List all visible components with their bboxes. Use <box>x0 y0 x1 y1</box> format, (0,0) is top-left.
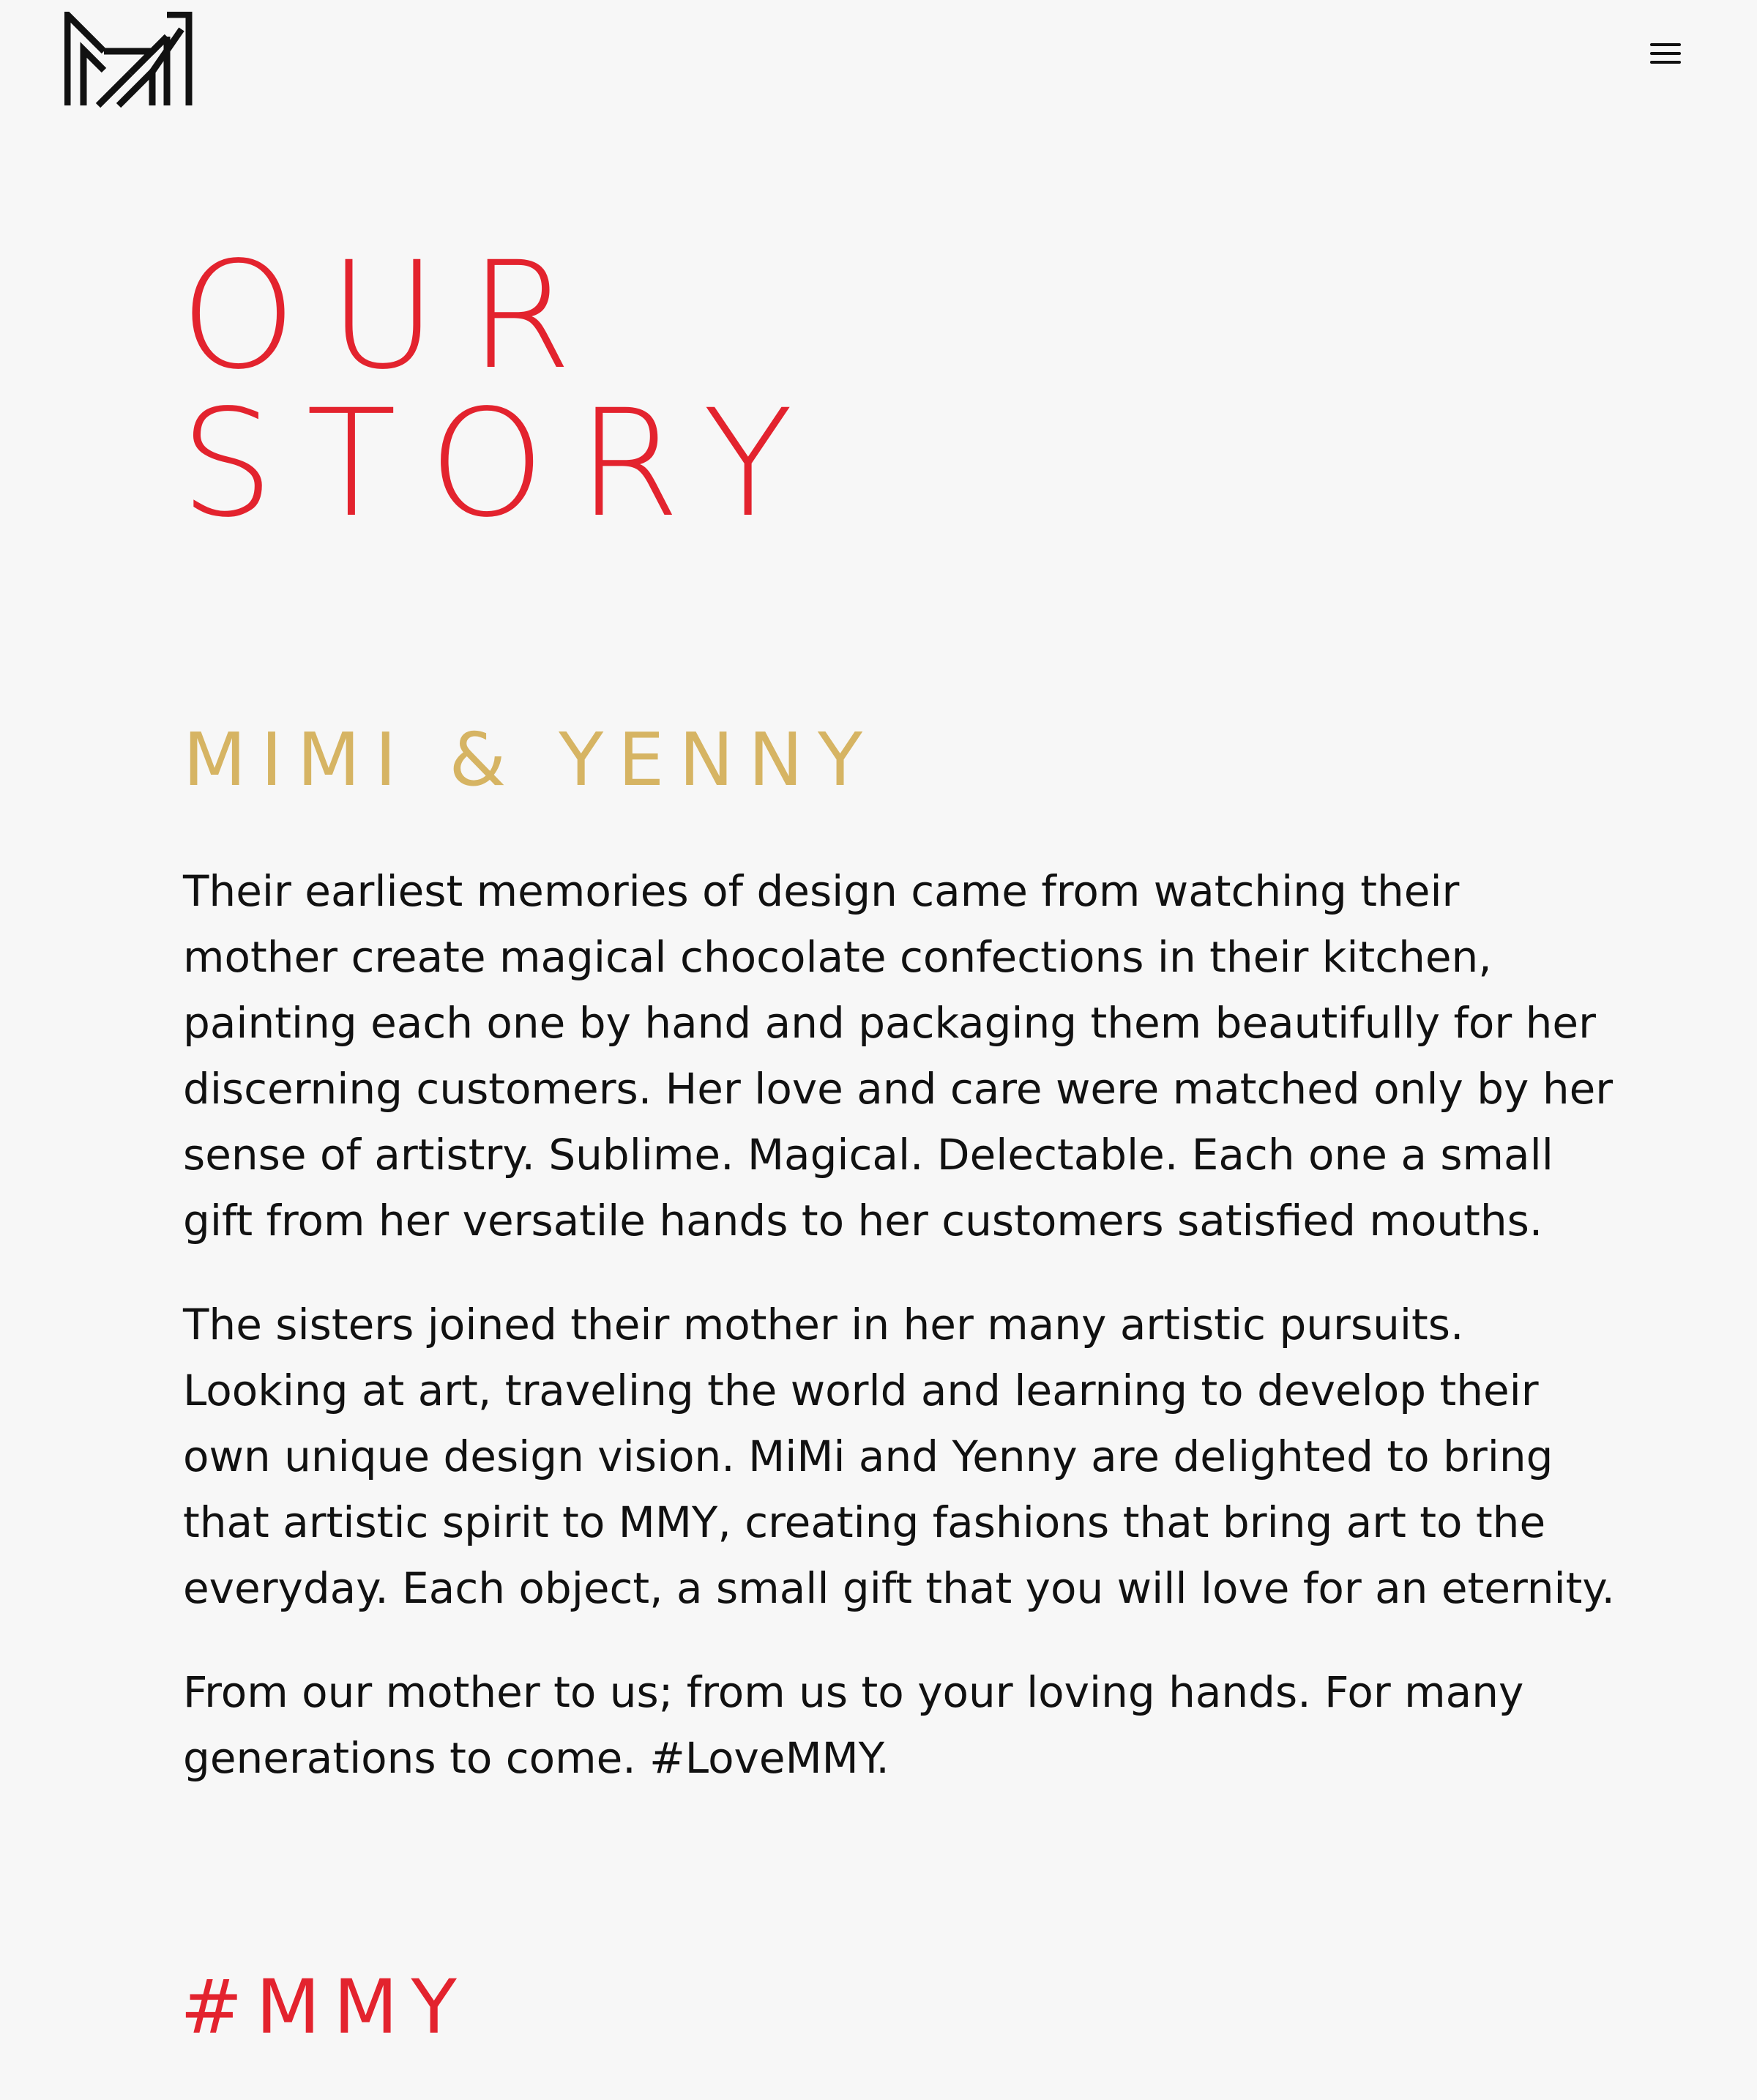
section-heading: MIMI & YENNY <box>183 717 878 803</box>
story-text <box>183 858 1618 1829</box>
page-title <box>180 229 826 550</box>
hamburger-menu-icon <box>1650 43 1681 46</box>
hashtag-title: #MMY <box>180 1964 470 2051</box>
hamburger-menu-icon-bar <box>1650 61 1681 64</box>
hamburger-menu-button[interactable] <box>1646 40 1687 69</box>
page-title-line-2: STORY <box>180 377 826 550</box>
story-paragraph: The sisters joined their mother in her many artistic pursuits. Looking at art, traveling the world and learning to develop their own unique design vision. MiMi and Yenny are delighted to bring that artistic spirit to MMY, creating fashions that bring art to the everyday. Each object, a small gift that you will love for an eternity. <box>183 1300 1615 1613</box>
story-paragraph: Their earliest memories of design came from watching their mother create magical chocolate confections in their kitchen, painting each one by hand and packaging them beautifully for her discerning customers. Her love and care were matched only by her sense of artistry. Sublime. Magical. Delectable. Each one a small gift from her versatile hands to her customers satisfied mouths. <box>183 866 1614 1246</box>
mmy-monogram-logo-icon <box>64 12 201 108</box>
page-title-line-1: OUR <box>180 229 605 402</box>
logo[interactable] <box>64 12 201 108</box>
hamburger-menu-icon-bar <box>1650 52 1681 55</box>
story-paragraph: From our mother to us; from us to your loving hands. For many generations to come. #LoveMMY. <box>183 1667 1524 1783</box>
